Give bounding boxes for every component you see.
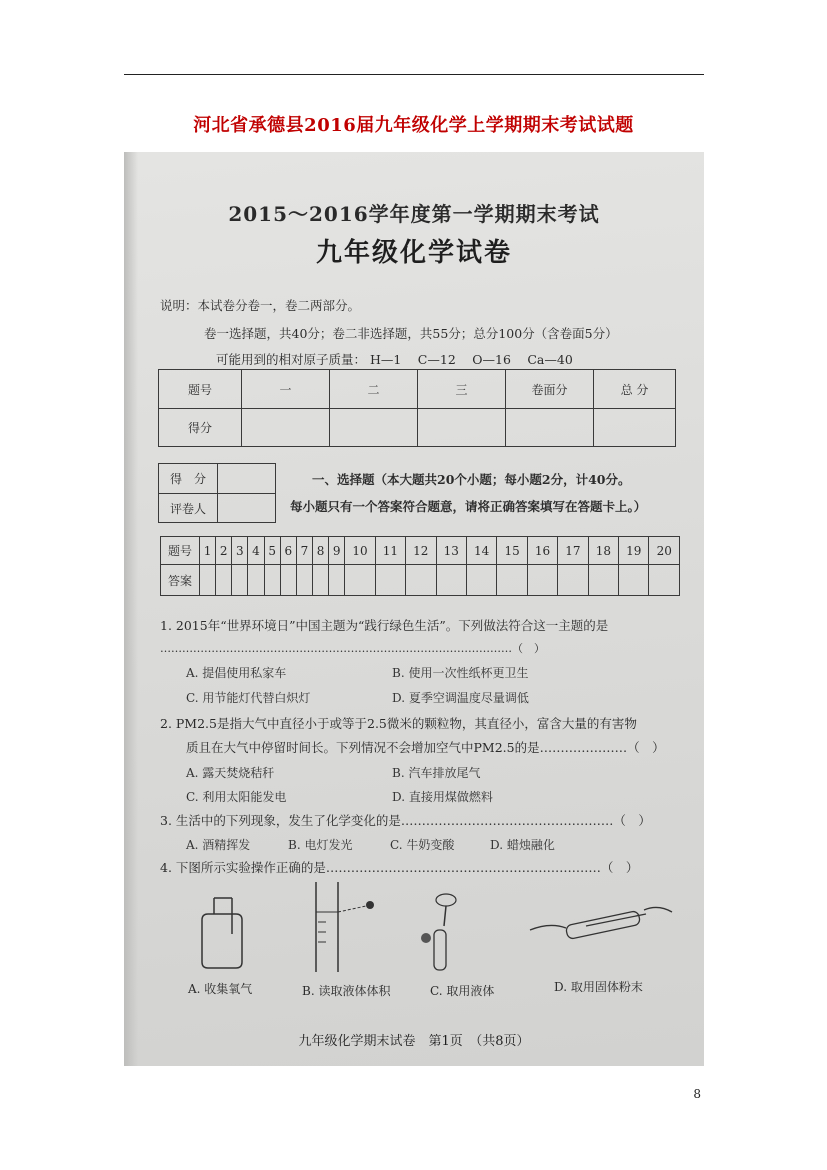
grader-score-cell bbox=[218, 464, 276, 494]
figure-d-caption: D. 取用固体粉末 bbox=[554, 980, 643, 994]
answer-grid-number: 4 bbox=[248, 537, 264, 565]
answer-grid-cell bbox=[280, 565, 296, 596]
answer-grid-number: 20 bbox=[649, 537, 680, 565]
document-title: 河北省承德县2016届九年级化学上学期期末考试试题 bbox=[193, 115, 634, 136]
answer-grid-number: 2 bbox=[216, 537, 232, 565]
answer-grid-cell bbox=[436, 565, 466, 596]
answer-grid-number: 18 bbox=[588, 537, 618, 565]
answer-grid-number: 10 bbox=[345, 537, 375, 565]
question-1-option-a: A. 提倡使用私家车 bbox=[186, 666, 287, 680]
score-header-total: 总 分 bbox=[594, 370, 676, 409]
score-cell bbox=[242, 409, 330, 447]
exam-subtitle: 九年级化学试卷 bbox=[315, 238, 512, 268]
answer-grid-number: 1 bbox=[200, 537, 216, 565]
answer-grid-cell bbox=[345, 565, 375, 596]
answer-grid-number: 19 bbox=[619, 537, 649, 565]
figure-b-caption: B. 读取液体体积 bbox=[302, 984, 391, 998]
score-cell bbox=[418, 409, 506, 447]
question-2-stem: 2. PM2.5是指大气中直径小于或等于2.5微米的颗粒物，其直径小，富含大量的有害物 bbox=[160, 716, 637, 731]
exam-note-2: 卷一选择题，共40分；卷二非选择题，共55分；总分100分（含卷面5分） bbox=[204, 326, 618, 341]
question-3-option-d: D. 蜡烛融化 bbox=[490, 838, 555, 852]
exam-photo bbox=[124, 152, 704, 1066]
answer-grid-cell bbox=[619, 565, 649, 596]
score-header-label: 题号 bbox=[159, 370, 242, 409]
section1-heading-2: 每小题只有一个答案符合题意，请将正确答案填写在答题卡上。） bbox=[290, 499, 647, 514]
figure-a-gas-bottle bbox=[192, 890, 252, 970]
question-2-stem-2: 质且在大气中停留时间长。下列情况不会增加空气中PM2.5的是…………………（ ） bbox=[186, 740, 665, 755]
question-2-option-c: C. 利用太阳能发电 bbox=[186, 790, 287, 804]
answer-grid-number: 6 bbox=[280, 537, 296, 565]
section1-heading: 一、选择题（本大题共20个小题；每小题2分，计40分。 bbox=[312, 472, 631, 487]
answer-grid-cell bbox=[649, 565, 680, 596]
exam-title: 2015～2016学年度第一学期期末考试 bbox=[228, 202, 600, 226]
answer-grid-number: 9 bbox=[329, 537, 345, 565]
question-3-stem: 3. 生活中的下列现象，发生了化学变化的是……………………………………………（ ） bbox=[160, 813, 651, 828]
answer-grid bbox=[160, 536, 680, 596]
photo-shadow bbox=[124, 152, 138, 1066]
page-number: 8 bbox=[693, 1087, 701, 1101]
figure-d-powder-tube bbox=[526, 896, 676, 956]
answer-grid-number: 12 bbox=[406, 537, 436, 565]
figure-c-dropper bbox=[412, 882, 472, 974]
question-1-option-b: B. 使用一次性纸杯更卫生 bbox=[392, 666, 529, 680]
answer-grid-cell bbox=[497, 565, 527, 596]
question-1-stem: 1. 2015年“世界环境日”中国主题为“践行绿色生活”。下列做法符合这一主题的是 bbox=[160, 618, 609, 633]
score-table bbox=[158, 369, 676, 447]
answer-grid-number: 16 bbox=[527, 537, 557, 565]
grader-score-label: 得 分 bbox=[159, 464, 218, 494]
answer-grid-number: 13 bbox=[436, 537, 466, 565]
question-4-stem: 4. 下图所示实验操作正确的是…………………………………………………………（ ） bbox=[160, 860, 639, 875]
figure-c-caption: C. 取用液体 bbox=[430, 984, 495, 998]
answer-grid-cell bbox=[216, 565, 232, 596]
answer-grid-cell bbox=[200, 565, 216, 596]
grader-name-cell bbox=[218, 494, 276, 523]
question-3-option-b: B. 电灯发光 bbox=[288, 838, 353, 852]
answer-grid-cell bbox=[466, 565, 496, 596]
answer-grid-cell bbox=[312, 565, 328, 596]
question-2-option-d: D. 直接用煤做燃料 bbox=[392, 790, 493, 804]
score-header-3: 三 bbox=[418, 370, 506, 409]
answer-grid-cell bbox=[264, 565, 280, 596]
score-cell bbox=[506, 409, 594, 447]
score-header-1: 一 bbox=[242, 370, 330, 409]
score-header-2: 二 bbox=[330, 370, 418, 409]
answer-grid-cell bbox=[558, 565, 588, 596]
answer-grid-number: 11 bbox=[375, 537, 405, 565]
answer-grid-number: 7 bbox=[296, 537, 312, 565]
answer-grid-cell bbox=[248, 565, 264, 596]
answer-grid-number: 17 bbox=[558, 537, 588, 565]
figure-b-graduated-cylinder bbox=[304, 878, 384, 978]
score-cell bbox=[594, 409, 676, 447]
answer-grid-label-answer: 答案 bbox=[161, 565, 200, 596]
score-header-neatness: 卷面分 bbox=[506, 370, 594, 409]
answer-grid-label-number: 题号 bbox=[161, 537, 200, 565]
score-row-label: 得分 bbox=[159, 409, 242, 447]
answer-grid-number: 3 bbox=[232, 537, 248, 565]
grader-box bbox=[158, 463, 276, 523]
score-cell bbox=[330, 409, 418, 447]
answer-grid-cell bbox=[232, 565, 248, 596]
answer-grid-cell bbox=[406, 565, 436, 596]
top-rule bbox=[124, 74, 704, 75]
exam-footer: 九年级化学期末试卷 第1页 （共8页） bbox=[298, 1034, 530, 1049]
question-3-option-c: C. 牛奶变酸 bbox=[390, 838, 455, 852]
answer-grid-cell bbox=[588, 565, 618, 596]
answer-grid-cell bbox=[527, 565, 557, 596]
exam-note-3: 可能用到的相对原子质量： H—1 C—12 O—16 Ca—40 bbox=[216, 352, 573, 367]
question-1-option-c: C. 用节能灯代替白炽灯 bbox=[186, 691, 311, 705]
answer-grid-number: 8 bbox=[312, 537, 328, 565]
question-2-option-a: A. 露天焚烧秸秆 bbox=[186, 766, 275, 780]
grader-name-label: 评卷人 bbox=[159, 494, 218, 523]
question-1-option-d: D. 夏季空调温度尽量调低 bbox=[392, 691, 529, 705]
exam-note-1: 说明：本试卷分卷一，卷二两部分。 bbox=[160, 298, 361, 313]
answer-grid-cell bbox=[329, 565, 345, 596]
question-3-option-a: A. 酒精挥发 bbox=[186, 838, 251, 852]
answer-grid-cell bbox=[375, 565, 405, 596]
answer-grid-number: 15 bbox=[497, 537, 527, 565]
answer-grid-number: 5 bbox=[264, 537, 280, 565]
answer-grid-cell bbox=[296, 565, 312, 596]
figure-a-caption: A. 收集氧气 bbox=[188, 982, 253, 996]
question-1-stem-2: ……………………………………………………………………………………（ ） bbox=[160, 642, 545, 655]
answer-grid-number: 14 bbox=[466, 537, 496, 565]
question-2-option-b: B. 汽车排放尾气 bbox=[392, 766, 481, 780]
